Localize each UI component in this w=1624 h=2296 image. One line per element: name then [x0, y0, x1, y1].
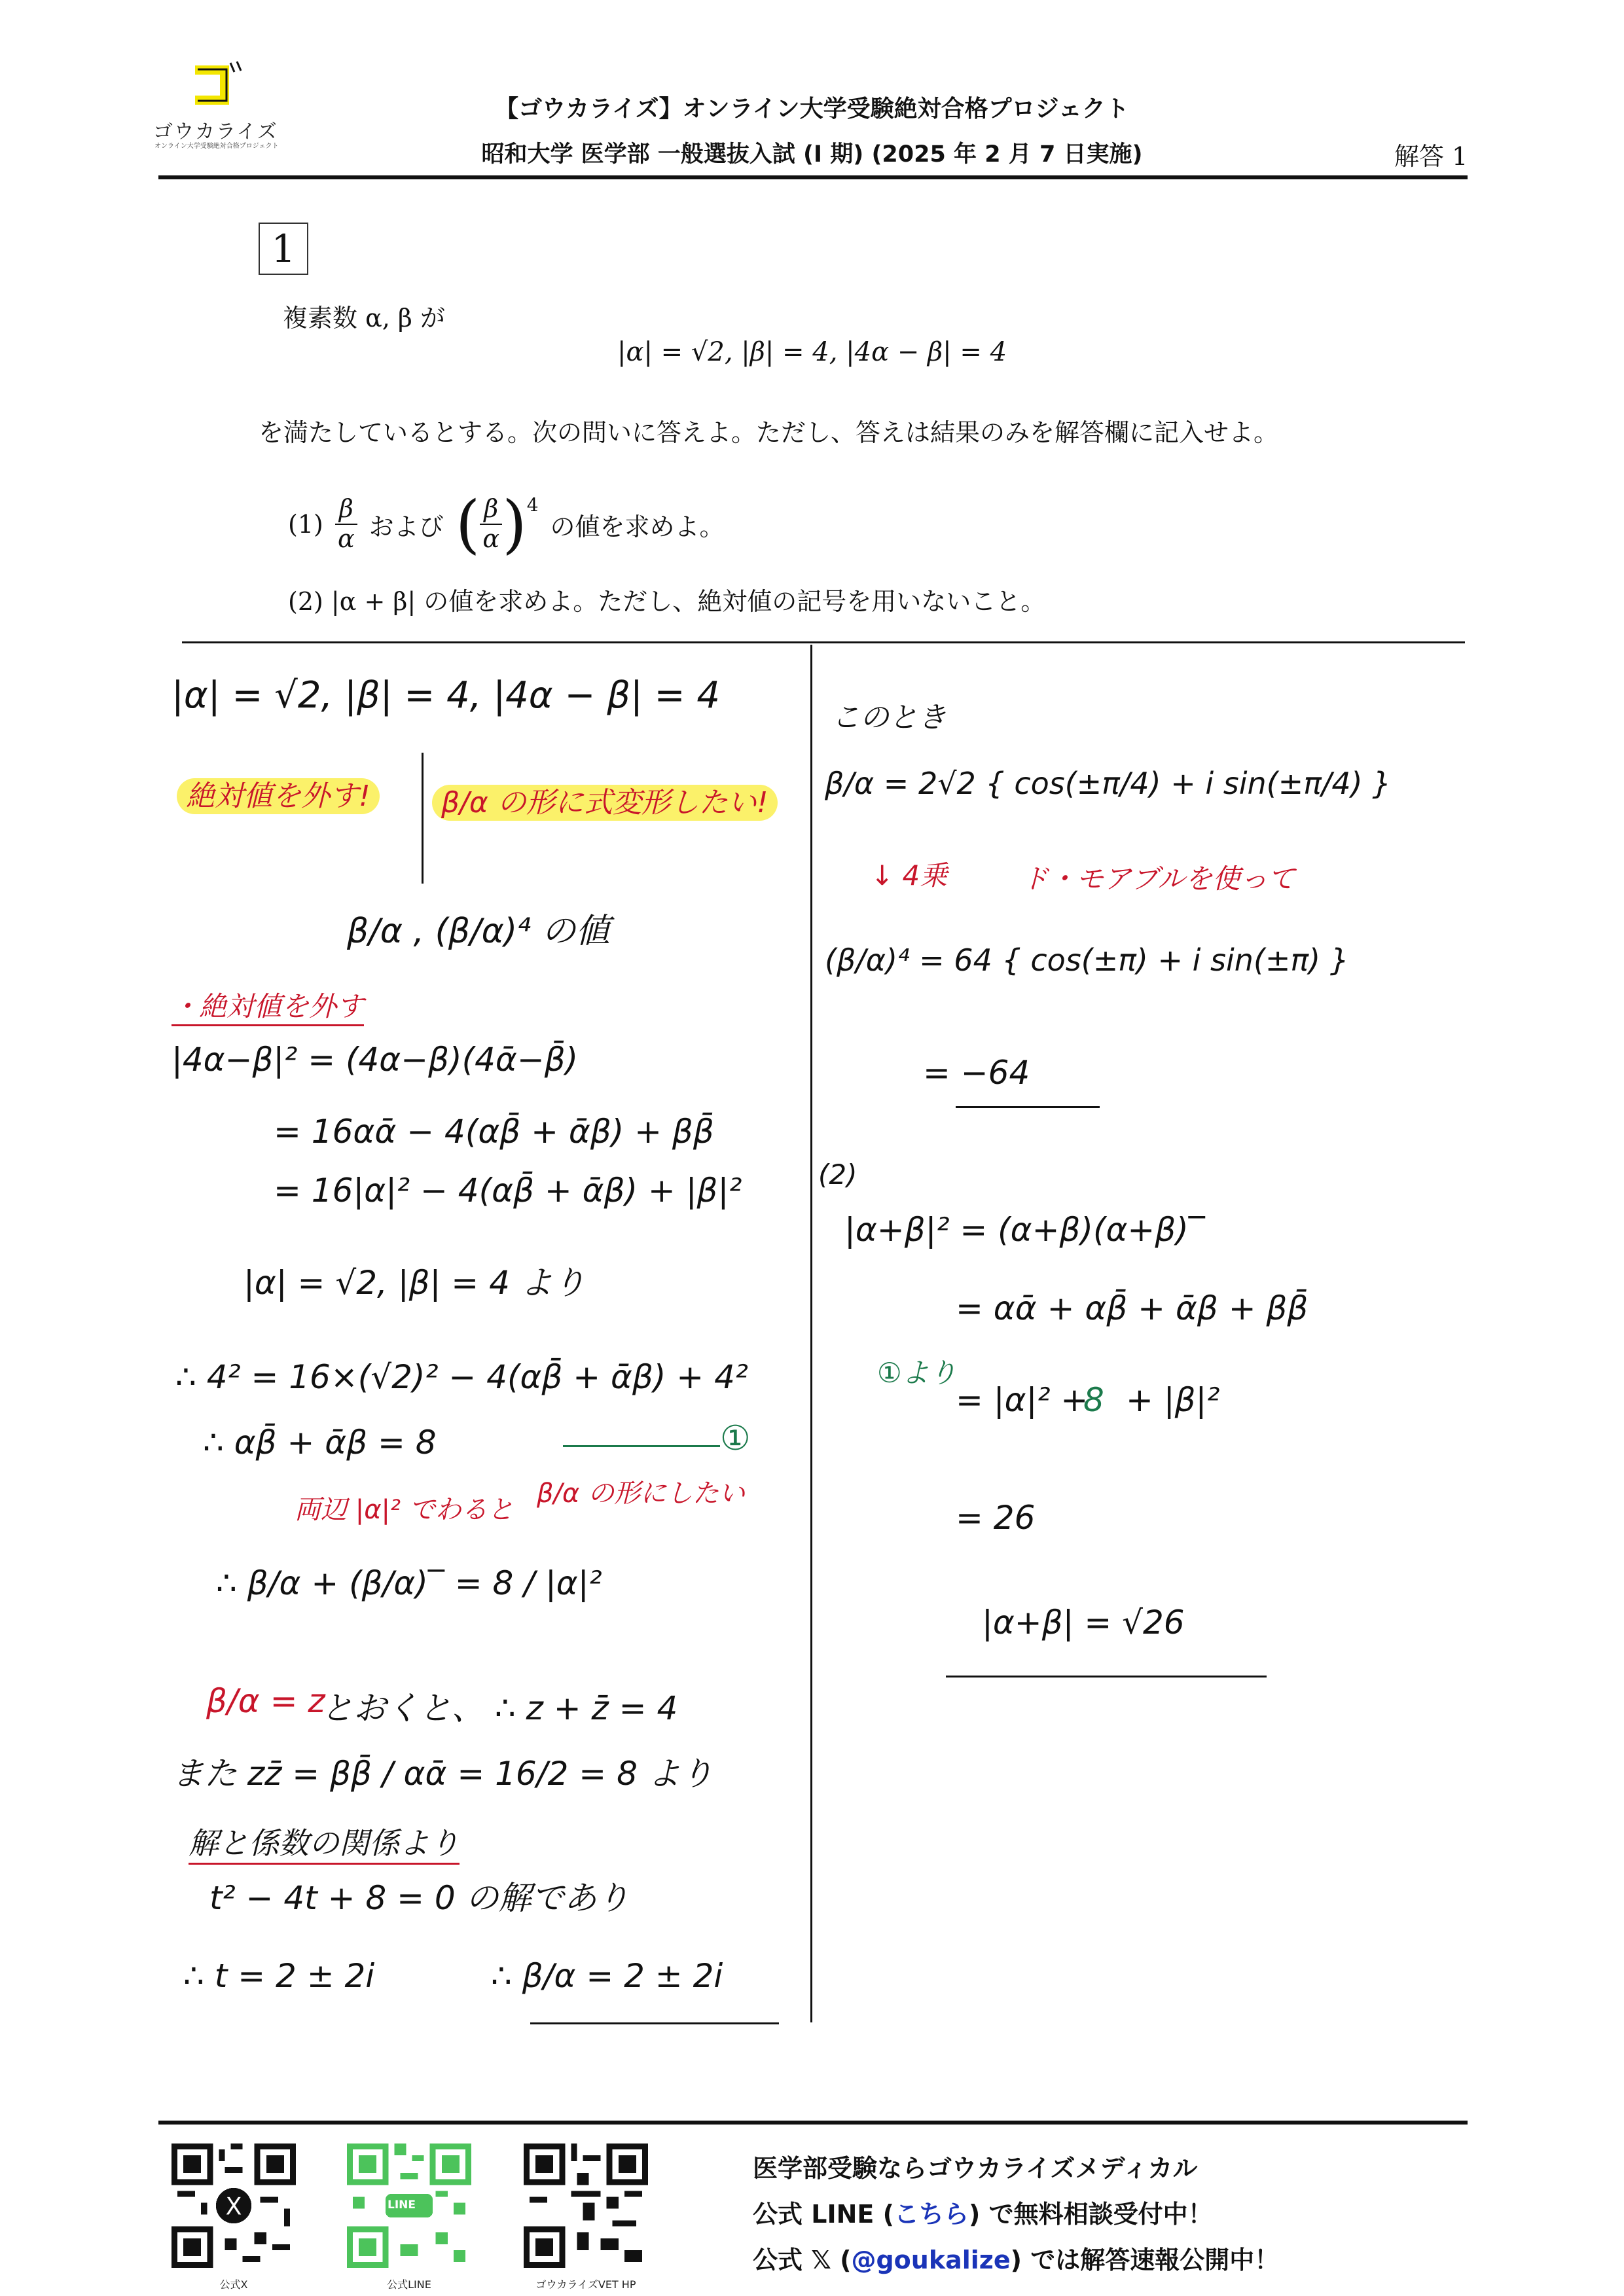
line-badge: LINE: [388, 2198, 416, 2212]
hw-answer-1a: ∴ β/α = 2 ± 2i: [491, 1957, 723, 1995]
page-subtitle: 昭和大学 医学部 一般選抜入試 (I 期) (2025 年 2 月 7 日実施): [481, 141, 1143, 168]
hw-polar-form: β/α = 2√2 { cos(±π/4) + i sin(±π/4) }: [825, 766, 1392, 801]
hw-step-header: ・絶対値を外す: [171, 985, 364, 1026]
problem-number: 1: [259, 223, 308, 275]
fraction-denominator: α: [482, 524, 500, 553]
hw-green-underline: [563, 1445, 720, 1447]
hw-note-shape: β/α の形にしたい: [537, 1479, 746, 1509]
svg-text:X: X: [225, 2192, 242, 2221]
qr-label-x: 公式X: [219, 2278, 248, 2291]
logo-text: ゴウカライズ: [153, 120, 278, 143]
hw-substitute: ∴ 4² = 16×(√2)² − 4(αβ̄ + ᾱβ) + 4²: [175, 1358, 748, 1396]
hw-result-1: ∴ αβ̄ + ᾱβ = 8: [203, 1424, 437, 1462]
question-1-label: (1): [288, 510, 323, 539]
line-link[interactable]: こちら: [893, 2200, 969, 2229]
column-divider: [810, 645, 812, 2022]
qr-label-hp: ゴウカライズVET HP: [535, 2278, 636, 2291]
hw-substitution: β/α = z: [206, 1682, 325, 1720]
footer-promo: 医学部受験ならゴウカライズメディカル: [753, 2154, 1198, 2183]
hw-note-remove-abs: 絶対値を外す!: [177, 772, 380, 814]
hw-expand-2: = 16αᾱ − 4(αβ̄ + ᾱβ) + ββ̄: [274, 1113, 714, 1151]
qr-code-x[interactable]: [171, 2144, 296, 2268]
hw-answer-underline: [530, 2022, 779, 2024]
qr-code-hp[interactable]: [524, 2144, 648, 2268]
hw-roots: ∴ t = 2 ± 2i: [183, 1957, 375, 1995]
qr-code-line[interactable]: [347, 2144, 471, 2268]
hw-note-de-moivre: ド・モアブルを使って: [1021, 863, 1295, 895]
hw-quadratic: t² − 4t + 8 = 0 の解であり: [209, 1879, 630, 1917]
hw-answer-2: |α+β| = √26: [982, 1604, 1185, 1641]
problem-equation: |α| = √2, |β| = 4, |4α − β| = 4: [617, 337, 1007, 367]
hw-part2-value: 8: [1083, 1381, 1104, 1419]
paren-fraction: ( $\frac{\beta}{\alpha}$ ) $^4$: [455, 488, 539, 561]
problem-intro: 複素数 α, β が: [283, 304, 445, 332]
question-1-tail: の値を求めよ。: [550, 512, 725, 541]
hw-sum: とおくと、 ∴ z + z̄ = 4: [321, 1689, 678, 1727]
hw-part2-expand-3b: + |β|²: [1126, 1381, 1220, 1419]
power: 4: [526, 494, 539, 516]
fraction: [335, 495, 357, 553]
footer-line: 公式 LINE (こちら) で無料相談受付中！: [753, 2200, 1213, 2229]
hw-note-transform: β/α の形に式変形したい!: [432, 779, 778, 821]
x-account-link[interactable]: @goukalize: [851, 2246, 1011, 2274]
fraction-numerator: β: [335, 495, 357, 525]
hw-product: また zz̄ = ββ̄ / αᾱ = 16/2 = 8 より: [171, 1755, 713, 1793]
hw-vieta: 解と係数の関係より: [189, 1820, 460, 1865]
footer-x: 公式 𝕏 (@goukalize) では解答速報公開中！: [753, 2246, 1280, 2274]
hw-arrow-line: [422, 753, 424, 884]
question-1-mid: および: [369, 512, 444, 541]
hw-eq-marker: ①: [720, 1419, 751, 1458]
hw-from-eq1: ①より: [877, 1357, 957, 1389]
hw-result-2: ∴ β/α + (β/α)‾ = 8 / |α|²: [216, 1564, 602, 1602]
hw-part2-value-result: = 26: [956, 1499, 1036, 1537]
header-rule: [158, 175, 1468, 179]
hw-expand-1: |4α−β|² = (4α−β)(4ᾱ−β̄): [171, 1041, 579, 1079]
hw-part-2-label: (2): [818, 1158, 857, 1191]
problem-condition: を満たしているとする。次の問いに答えよ。ただし、答えは結果のみを解答欄に記入せよ。: [259, 418, 1279, 447]
page-label: 解答 1: [1394, 142, 1468, 171]
hw-part2-expand-3a: = |α|² +: [956, 1381, 1089, 1419]
hw-given: |α| = √2, |β| = 4, |4α − β| = 4: [171, 674, 721, 717]
fraction-denominator: α: [337, 524, 355, 553]
answer-area-rule: [182, 641, 1465, 643]
hw-part2-expand-1: |α+β|² = (α+β)(α+β)‾: [844, 1211, 1205, 1249]
hw-answer-1b-underline: [956, 1106, 1100, 1108]
hw-answer-2-underline: [946, 1676, 1267, 1677]
hw-note-fourth-power: ↓ 4乗: [871, 859, 948, 891]
hw-goal: β/α , (β/α)⁴ の値: [347, 912, 610, 951]
hw-at-this-time: このとき: [831, 701, 947, 734]
fraction-numerator: β: [480, 495, 502, 525]
question-2: (2) |α + β| の値を求めよ。ただし、絶対値の記号を用いないこと。: [288, 587, 1046, 616]
hw-answer-1b: = −64: [923, 1054, 1030, 1092]
question-1: [288, 488, 725, 561]
hw-given-values: |α| = √2, |β| = 4 より: [244, 1264, 586, 1302]
qr-label-line: 公式LINE: [387, 2278, 431, 2291]
page-title: 【ゴウカライズ】オンライン大学受験絶対合格プロジェクト: [495, 96, 1129, 122]
footer-rule: [158, 2121, 1468, 2125]
hw-expand-3: = 16|α|² − 4(αβ̄ + ᾱβ) + |β|²: [274, 1172, 742, 1210]
hw-note-divide: 両辺 |α|² でわると: [295, 1495, 514, 1525]
hw-part2-expand-2: = αᾱ + αβ̄ + ᾱβ + ββ̄: [956, 1289, 1308, 1327]
logo-subtext: オンライン大学受験絶対合格プロジェクト: [154, 143, 279, 150]
hw-fourth-power: (β/α)⁴ = 64 { cos(±π) + i sin(±π) }: [825, 942, 1349, 978]
